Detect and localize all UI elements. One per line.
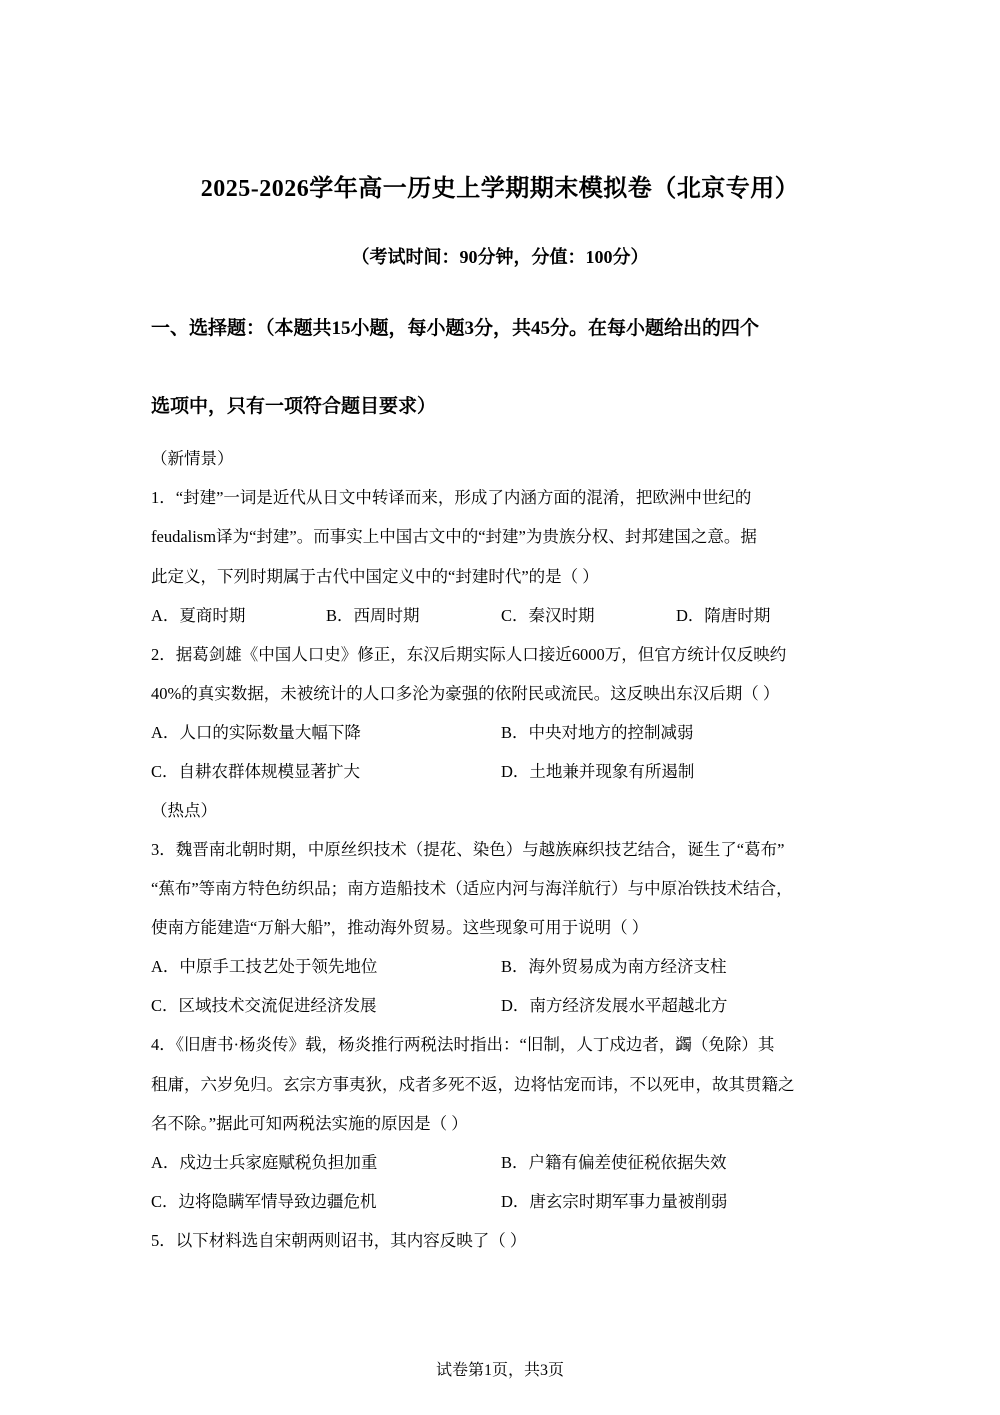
question-4-line-3: 名不除。”据此可知两税法实施的原因是（ ） [151, 1114, 468, 1133]
question-1-line-2: feudalism译为“封建”。而事实上中国古文中的“封建”为贵族分权、封邦建国之意。据 [151, 527, 757, 546]
question-2-line-1: 2．据葛剑雄《中国人口史》修正，东汉后期实际人口接近6000万，但官方统计仅反映约 [151, 645, 787, 664]
page-footer: 试卷第1页，共3页 [435, 1362, 564, 1379]
tag-hot-topic: （热点） [151, 801, 217, 820]
question-2-option-b[interactable]: B．中央对地方的控制减弱 [501, 723, 694, 742]
tag-new-scenario: （新情景） [151, 449, 234, 468]
question-4-line-2: 租庸，六岁免归。玄宗方事夷狄，戍者多死不返，边将怙宠而讳，不以死申，故其贯籍之 [151, 1075, 795, 1094]
question-4-option-d[interactable]: D．唐玄宗时期军事力量被削弱 [501, 1192, 728, 1211]
question-1-option-a[interactable]: A．夏商时期 [151, 606, 246, 625]
question-5-line-1: 5．以下材料选自宋朝两则诏书，其内容反映了（ ） [151, 1231, 527, 1250]
section-heading-line-1: 一、选择题：（本题共15小题，每小题3分，共45分。在每小题给出的四个 [151, 318, 760, 339]
question-4-option-b[interactable]: B．户籍有偏差使征税依据失效 [501, 1153, 727, 1172]
page-title: 2025-2026学年高一历史上学期期末模拟卷（北京专用） [200, 176, 800, 202]
question-3-option-d[interactable]: D．南方经济发展水平超越北方 [501, 996, 728, 1015]
question-4-option-a[interactable]: A．戍边士兵家庭赋税负担加重 [151, 1153, 378, 1172]
question-3-line-2: “蕉布”等南方特色纺织品；南方造船技术（适应内河与海洋航行）与中原冶铁技术结合， [151, 879, 793, 898]
question-1-option-c[interactable]: C．秦汉时期 [501, 606, 595, 625]
question-1-line-1: 1．“封建”一词是近代从日文中转译而来，形成了内涵方面的混淆，把欧洲中世纪的 [151, 488, 752, 507]
question-3-option-b[interactable]: B．海外贸易成为南方经济支柱 [501, 957, 727, 976]
question-2-line-2: 40%的真实数据，未被统计的人口多沦为豪强的依附民或流民。这反映出东汉后期（ ） [151, 684, 780, 703]
question-2-option-a[interactable]: A．人口的实际数量大幅下降 [151, 723, 361, 742]
question-3-line-1: 3．魏晋南北朝时期，中原丝织技术（提花、染色）与越族麻织技艺结合，诞生了“葛布” [151, 840, 785, 859]
question-1-option-d[interactable]: D．隋唐时期 [676, 606, 771, 625]
question-3-option-c[interactable]: C．区域技术交流促进经济发展 [151, 996, 377, 1015]
question-2-option-c[interactable]: C．自耕农群体规模显著扩大 [151, 762, 361, 781]
exam-info: （考试时间：90分钟，分值：100分） [351, 247, 649, 267]
question-1-option-b[interactable]: B．西周时期 [326, 606, 420, 625]
question-3-option-a[interactable]: A．中原手工技艺处于领先地位 [151, 957, 378, 976]
question-2-option-d[interactable]: D．土地兼并现象有所遏制 [501, 762, 695, 781]
question-4-line-1: 4．《旧唐书·杨炎传》载，杨炎推行两税法时指出：“旧制，人丁戍边者，蠲（免除）其 [151, 1035, 775, 1054]
question-4-option-c[interactable]: C．边将隐瞒军情导致边疆危机 [151, 1192, 377, 1211]
question-1-line-3: 此定义，下列时期属于古代中国定义中的“封建时代”的是（ ） [151, 567, 599, 586]
section-heading-line-2: 选项中，只有一项符合题目要求） [151, 396, 437, 417]
question-3-line-3: 使南方能建造“万斛大船”，推动海外贸易。这些现象可用于说明（ ） [151, 918, 649, 937]
